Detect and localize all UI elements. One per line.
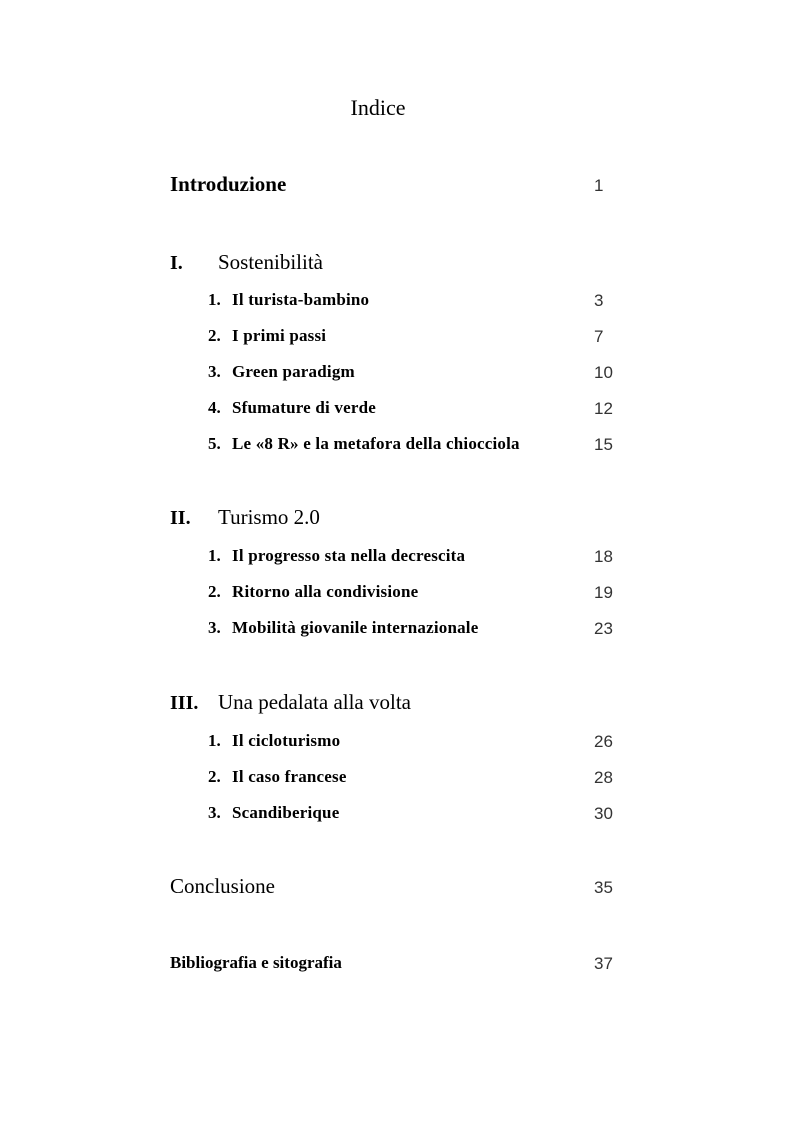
chapter-2-section-1-page: 18 [594, 547, 613, 566]
chapter-2-section-1-num: 1. [208, 546, 221, 565]
chapter-1-section-1-num: 1. [208, 290, 221, 309]
chapter-2-section-2-num: 2. [208, 582, 221, 601]
chapter-2-section-1-label[interactable]: Il progresso sta nella decrescita [232, 546, 466, 565]
page-title: Indice [350, 95, 406, 120]
chapter-1-section-2-page: 7 [594, 327, 604, 346]
chapter-1-roman: I. [170, 252, 183, 274]
chapter-2-section-3-num: 3. [208, 618, 221, 637]
chapter-1-section-1-page: 3 [594, 291, 604, 310]
chapter-1-section-3-page: 10 [594, 363, 613, 382]
toc-intro-page: 1 [594, 176, 604, 195]
chapter-1-section-5-page: 15 [594, 435, 613, 454]
chapter-1-section-5-label[interactable]: Le «8 R» e la metafora della chiocciola [232, 434, 520, 453]
toc-intro-label[interactable]: Introduzione [170, 172, 287, 196]
chapter-1-section-5-num: 5. [208, 434, 221, 453]
toc-bibliography-label[interactable]: Bibliografia e sitografia [170, 953, 342, 972]
toc-conclusion-label[interactable]: Conclusione [170, 874, 275, 898]
chapter-1-section-4-label[interactable]: Sfumature di verde [232, 398, 376, 417]
chapter-3-section-2-page: 28 [594, 768, 613, 787]
chapter-3-section-3-page: 30 [594, 804, 613, 823]
chapter-2-section-2-page: 19 [594, 583, 613, 602]
chapter-1-section-2-label[interactable]: I primi passi [232, 326, 327, 345]
chapter-2-section-3-label[interactable]: Mobilità giovanile internazionale [232, 618, 479, 637]
chapter-3-section-1-page: 26 [594, 732, 613, 751]
toc-conclusion-page: 35 [594, 878, 613, 897]
chapter-1-title[interactable]: Sostenibilità [218, 250, 323, 274]
chapter-3-section-2-label[interactable]: Il caso francese [232, 767, 347, 786]
chapter-2-section-2-label[interactable]: Ritorno alla condivisione [232, 582, 419, 601]
chapter-3-roman: III. [170, 692, 199, 714]
toc-bibliography-page: 37 [594, 954, 613, 973]
chapter-1-section-2-num: 2. [208, 326, 221, 345]
chapter-1-section-1-label[interactable]: Il turista-bambino [232, 290, 370, 309]
chapter-1-section-3-label[interactable]: Green paradigm [232, 362, 355, 381]
chapter-3-section-3-num: 3. [208, 803, 221, 822]
chapter-3-section-3-label[interactable]: Scandiberique [232, 803, 340, 822]
chapter-1-section-4-num: 4. [208, 398, 221, 417]
chapter-3-title[interactable]: Una pedalata alla volta [218, 690, 411, 714]
chapter-1-section-3-num: 3. [208, 362, 221, 381]
chapter-2-roman: II. [170, 507, 191, 529]
chapter-3-section-2-num: 2. [208, 767, 221, 786]
chapter-3-section-1-num: 1. [208, 731, 221, 750]
chapter-1-section-4-page: 12 [594, 399, 613, 418]
chapter-3-section-1-label[interactable]: Il cicloturismo [232, 731, 341, 750]
chapter-2-title[interactable]: Turismo 2.0 [218, 505, 320, 529]
chapter-2-section-3-page: 23 [594, 619, 613, 638]
